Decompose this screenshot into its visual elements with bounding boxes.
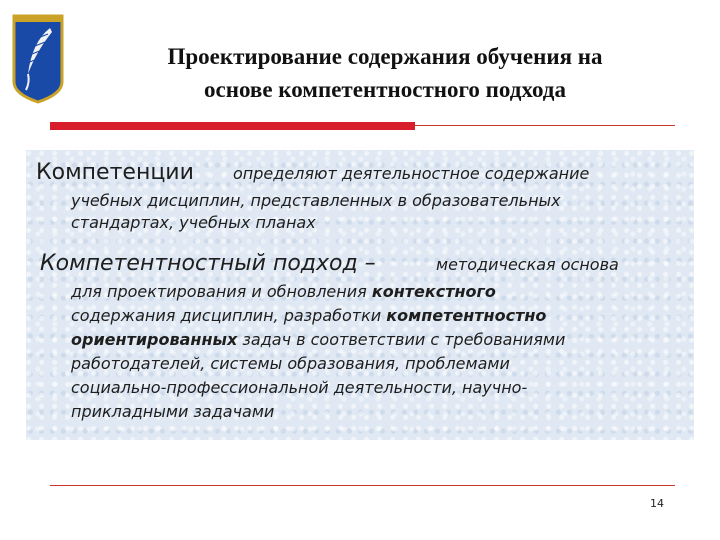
para2-line7: прикладными задачами (71, 402, 275, 421)
para2-body (71, 280, 691, 424)
university-logo (10, 12, 66, 106)
emphasis-contextual: контекстного (371, 282, 496, 301)
title-line-2: основе компетентностного подхода (204, 77, 566, 102)
para2-lead: Компетентностный подход – (40, 251, 376, 276)
para1-line2: учебных дисциплин, представленных в образовательных (71, 191, 561, 210)
accent-bar (50, 122, 415, 130)
emphasis-competency: компетентностно (386, 306, 547, 325)
footer-line (50, 485, 675, 486)
para1-body (71, 190, 691, 234)
content-panel (26, 150, 694, 440)
title-line-1: Проектирование содержания обучения на (167, 44, 603, 69)
para2-line5: работодателей, системы образования, проблемами (71, 354, 510, 373)
para1-tail: определяют деятельностное содержание (233, 164, 590, 183)
para1-line3: стандартах, учебных планах (71, 213, 316, 232)
para2-line2: для проектирования и обновления контекстного (71, 282, 496, 301)
para2-line4: ориентированных задач в соответствии с требованиями (71, 330, 566, 349)
para1-lead: Компетенции (36, 160, 194, 185)
page-number: 14 (650, 497, 664, 510)
para2-line6: социально-профессиональной деятельности, научно- (71, 378, 528, 397)
emphasis-oriented: ориентированных (71, 330, 238, 349)
slide-title (90, 40, 680, 106)
para2-line3: содержания дисциплин, разработки компетентностно (71, 306, 547, 325)
para2-tail: методическая основа (436, 255, 619, 274)
